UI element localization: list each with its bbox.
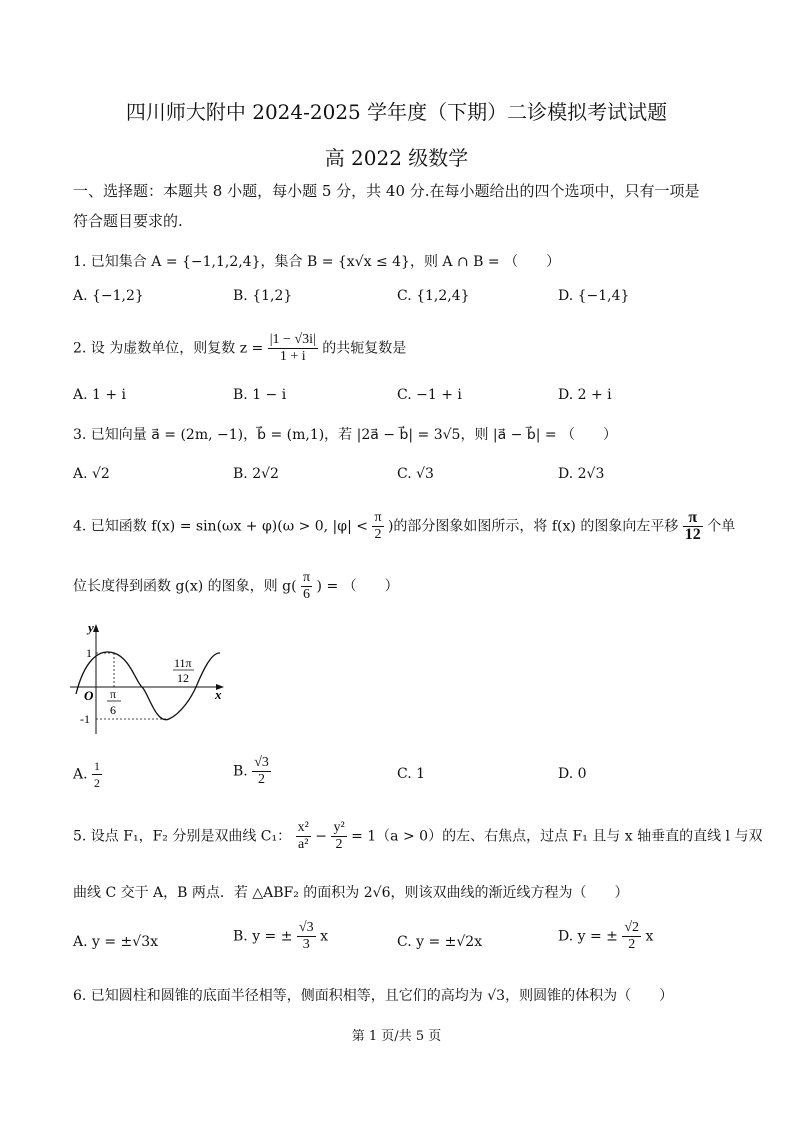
graph-origin-label: O: [84, 688, 94, 703]
question-3: 3. 已知向量 a⃗ = (2m, −1)，b⃗ = (m,1)，若 |2a⃗ − b⃗| = 3√5，则 |a⃗ − b⃗| = （ ）: [73, 427, 618, 443]
q4-option-a-num: 1: [94, 759, 101, 773]
q5-frac-x2: [296, 820, 311, 853]
question-5-line2: 曲线 C 交于 A，B 两点．若 △ABF₂ 的面积为 2√6，则该双曲线的渐近线方程为（ ）: [73, 885, 629, 901]
question-2: [73, 332, 406, 365]
q4-frac1-num: π: [374, 510, 382, 525]
q4-option-b-label: B.: [233, 763, 248, 780]
q4-option-b-den: 2: [258, 772, 266, 787]
q1-option-d: D. {−1,4}: [558, 288, 630, 304]
graph-tick2-num: 11π: [174, 656, 192, 670]
q5-option-b: [233, 920, 328, 953]
y-axis-arrow: [93, 624, 99, 632]
q4-option-b-num: √3: [254, 755, 269, 770]
section-intro-line1: 一、选择题：本题共 8 小题，每小题 5 分，共 40 分.在每小题给出的四个选项中，只有一项是: [73, 182, 700, 200]
q4-option-c: C. 1: [397, 766, 426, 782]
q2-suffix: 的共轭复数是: [322, 340, 407, 357]
question-5-line1: [73, 820, 762, 853]
q4-sine-graph: [68, 622, 238, 740]
q5-option-b-num: √3: [298, 920, 314, 935]
question-1: 1. 已知集合 A = {−1,1,2,4}，集合 B = {x√x ≤ 4}，则 A ∩ B = （ ）: [73, 254, 561, 270]
q4-line1-mid: )的部分图象如图所示，将 f(x) 的图象向左平移: [387, 518, 679, 535]
q3-option-b: B. 2√2: [233, 466, 279, 482]
q5-option-b-frac: [297, 920, 316, 953]
q5-option-b-den: 3: [302, 937, 310, 952]
q5-minus: −: [315, 828, 327, 845]
q5-option-d: [558, 920, 653, 953]
q5-option-c: C. y = ±√2x: [397, 934, 483, 950]
graph-tick2-den: 12: [177, 671, 189, 685]
q5-line1-suffix: = 1（a > 0）的左、右焦点，过点 F₁ 且与 x 轴垂直的直线 l 与双: [351, 828, 763, 845]
q4-pi-over-12: [683, 510, 703, 543]
q2-option-d: D. 2 + i: [558, 387, 612, 403]
q4-option-b: [233, 755, 271, 788]
q2-option-a: A. 1 + i: [73, 387, 127, 403]
q3-option-d: D. 2√3: [558, 466, 605, 482]
graph-y-neg-label: -1: [80, 712, 90, 726]
q2-option-b: B. 1 − i: [233, 387, 287, 403]
q5-line1-prefix: 5. 设点 F₁，F₂ 分别是双曲线 C₁：: [73, 828, 292, 845]
question-4-line1: [73, 510, 735, 543]
graph-tick1-num: π: [110, 687, 117, 701]
section-intro-line2: 符合题目要求的.: [73, 212, 183, 230]
q5-frac2-den: 2: [335, 837, 343, 852]
q5-option-d-den: 2: [628, 937, 636, 952]
graph-y-pos-label: 1: [86, 646, 92, 660]
graph-tick1-den: 6: [110, 703, 116, 717]
q4-pi-over-2: [372, 510, 383, 543]
q5-frac2-num: y²: [333, 820, 345, 835]
q4-frac2-num: π: [683, 510, 703, 527]
q4-frac3-den: 6: [303, 587, 311, 602]
q4-line2-suffix: ) = （ ）: [316, 578, 399, 595]
exam-title: 四川师大附中 2024-2025 学年度（下期）二诊模拟考试试题: [125, 100, 668, 124]
q5-frac1-num: x²: [297, 820, 309, 835]
graph-y-label: y: [88, 622, 94, 635]
q4-option-d: D. 0: [558, 766, 587, 782]
q5-option-b-prefix: B. y = ±: [233, 928, 293, 945]
q5-frac-y2: [331, 820, 346, 853]
page-footer: 第 1 页/共 5 页: [351, 1029, 442, 1044]
sine-curve: [76, 652, 220, 720]
q2-option-c: C. −1 + i: [397, 387, 462, 403]
q2-frac-den: 1 + i: [279, 349, 306, 364]
question-4-line2: [73, 570, 399, 603]
q3-option-c: C. √3: [397, 466, 434, 482]
q5-option-d-suffix: x: [645, 928, 654, 945]
q4-pi-over-6: [301, 570, 312, 603]
q1-option-b: B. {1,2}: [233, 288, 293, 304]
q2-frac-num: |1 − √3i|: [269, 332, 316, 347]
q4-frac1-den: 2: [374, 527, 382, 542]
q1-option-a: A. {−1,2}: [73, 288, 144, 304]
q3-option-a: A. √2: [73, 466, 110, 482]
q4-option-a-den: 2: [94, 776, 101, 790]
q4-option-b-frac: [252, 755, 271, 788]
q4-option-a-label: A.: [73, 766, 88, 783]
q4-line2-prefix: 位长度得到函数 g(x) 的图象，则 g(: [73, 578, 297, 595]
q4-line1-suffix: 个单: [707, 518, 736, 535]
question-6: 6. 已知圆柱和圆锥的底面半径相等，侧面积相等，且它们的高均为 √3，则圆锥的体积为（ ）: [73, 988, 674, 1004]
q5-frac1-den: a²: [297, 837, 309, 852]
q5-option-d-prefix: D. y = ±: [558, 928, 618, 945]
q2-fraction: [268, 332, 318, 365]
q5-option-b-suffix: x: [320, 928, 328, 945]
q4-option-a-frac: [92, 758, 102, 791]
q4-option-a: [73, 758, 102, 791]
q5-option-d-frac: [622, 920, 641, 953]
q4-frac3-num: π: [303, 570, 311, 585]
graph-x-label: x: [215, 687, 222, 702]
q4-frac2-den: 12: [684, 526, 701, 543]
q5-option-d-num: √2: [624, 920, 640, 935]
exam-subtitle: 高 2022 级数学: [324, 146, 469, 170]
q4-line1-prefix: 4. 已知函数 f(x) = sin(ωx + φ)(ω > 0, |φ| <: [73, 518, 368, 535]
q5-option-a: A. y = ±√3x: [73, 934, 159, 950]
q2-prefix: 2. 设 为虚数单位，则复数 z =: [73, 340, 264, 357]
q1-option-c: C. {1,2,4}: [397, 288, 470, 304]
